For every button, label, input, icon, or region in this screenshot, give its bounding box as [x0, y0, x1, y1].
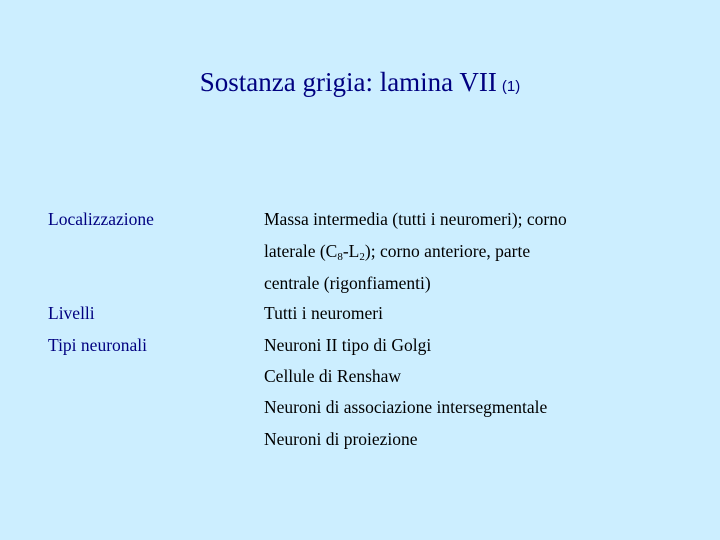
row-label-tipi-neuronali: Tipi neuronali [48, 335, 148, 355]
row-label-localizzazione: Localizzazione [48, 209, 154, 229]
row-label-livelli: Livelli [48, 303, 95, 323]
livelli-line-1: Tutti i neuromeri [264, 303, 383, 323]
tipi-neuronali-line-4: Neuroni di proiezione [264, 429, 418, 449]
slide-title [0, 64, 720, 105]
tipi-neuronali-line-3: Neuroni di associazione intersegmentale [264, 397, 548, 417]
slide-title-suffix: (1) [501, 78, 521, 95]
tipi-neuronali-line-1: Neuroni II tipo di Golgi [264, 335, 432, 355]
slide-title-main: Sostanza grigia: lamina VII [199, 67, 497, 97]
localizzazione-line-1: Massa intermedia (tutti i neuromeri); corno [264, 209, 567, 229]
localizzazione-line-2: laterale $(C_8-L_2)$; corno anteriore, parte [264, 241, 531, 263]
localizzazione-line-3: centrale (rigonfiamenti) [264, 273, 431, 293]
tipi-neuronali-line-2: Cellule di Renshaw [264, 366, 402, 386]
